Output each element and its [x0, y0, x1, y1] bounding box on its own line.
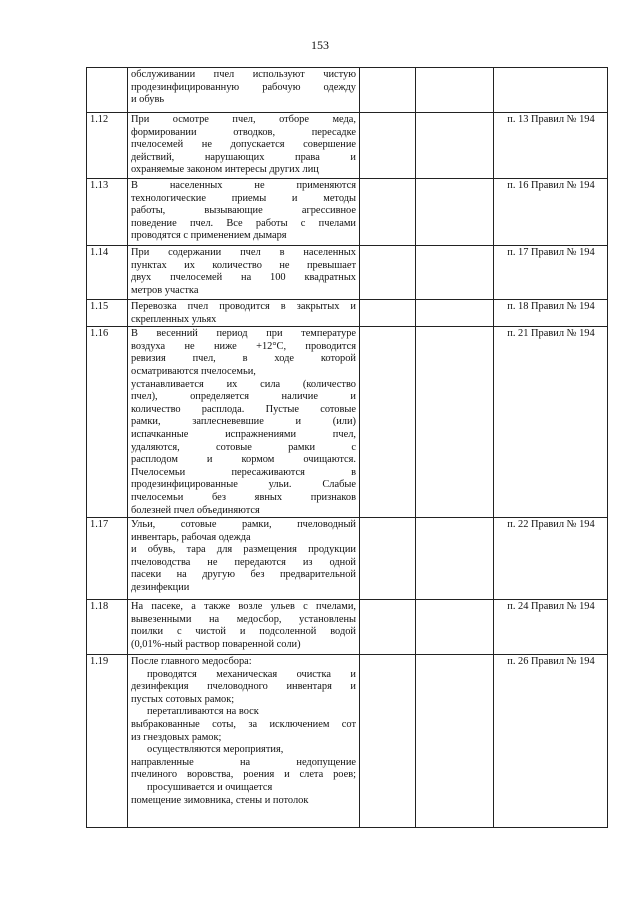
requirement-line: (0,01%-ный раствор поваренной соли) — [131, 638, 301, 650]
legal-reference: п. 13 Правил № 194 — [494, 113, 608, 179]
requirement-text — [128, 327, 360, 518]
requirement-line: пасеки на другую без предварительной — [131, 569, 356, 581]
legal-reference: п. 16 Правил № 194 — [494, 179, 608, 246]
requirement-line: Ульи, сотовые рамки, пчеловодный — [131, 519, 356, 531]
requirement-line: формировании отводков, пересадке — [131, 126, 356, 138]
empty-cell — [360, 518, 416, 600]
table-row — [87, 327, 608, 518]
requirement-line: После главного медосбора: — [131, 656, 252, 668]
table-row — [87, 600, 608, 655]
table-row — [87, 246, 608, 300]
requirement-text — [128, 179, 360, 246]
table-row — [87, 179, 608, 246]
table-row — [87, 655, 608, 828]
requirements-table — [86, 67, 608, 828]
empty-cell — [416, 113, 494, 179]
requirement-line: действий, нарушающих права и — [131, 151, 356, 163]
requirement-text — [128, 113, 360, 179]
empty-cell — [360, 600, 416, 655]
requirement-text — [128, 300, 360, 327]
item-number: 1.16 — [87, 327, 128, 518]
empty-cell — [360, 68, 416, 113]
empty-cell — [360, 246, 416, 300]
requirement-line: скрепленных ульях — [131, 313, 217, 325]
requirement-line: испачканные испражнениями пчел, — [131, 428, 356, 440]
requirement-line: пустых сотовых рамок; — [131, 693, 235, 705]
requirement-line: проводятся механическая очистка и — [147, 668, 356, 680]
requirement-line: болезней пчел объединяются — [131, 504, 260, 516]
requirement-line: просушивается и очищается — [147, 782, 273, 794]
empty-cell — [416, 518, 494, 600]
empty-cell — [360, 113, 416, 179]
requirement-line: перетапливаются на воск — [147, 706, 259, 718]
requirement-line: осуществляются мероприятия, — [147, 744, 284, 756]
table-row — [87, 300, 608, 327]
empty-cell — [416, 300, 494, 327]
item-number: 1.12 — [87, 113, 128, 179]
legal-reference: п. 17 Правил № 194 — [494, 246, 608, 300]
legal-reference: п. 18 Правил № 194 — [494, 300, 608, 327]
empty-cell — [360, 655, 416, 828]
legal-reference: п. 26 Правил № 194 — [494, 655, 608, 828]
item-number: 1.15 — [87, 300, 128, 327]
requirement-line: продезинфицированную рабочую одежду — [131, 81, 356, 93]
empty-cell — [360, 327, 416, 518]
table-row — [87, 113, 608, 179]
empty-cell — [360, 300, 416, 327]
item-number: 1.13 — [87, 179, 128, 246]
requirement-line: При содержании пчел в населенных — [131, 247, 356, 258]
table-row — [87, 68, 608, 113]
requirement-line: продезинфицированные ульи. Слабые — [131, 479, 356, 491]
requirement-line: ревизия пчел, в ходе которой — [131, 353, 356, 365]
legal-reference: п. 22 Правил № 194 — [494, 518, 608, 600]
requirement-line: пчел), определяется наличие и — [131, 391, 356, 403]
empty-cell — [416, 327, 494, 518]
page-number: 153 — [311, 38, 329, 52]
requirement-line: охраняемые законом интересы других лиц — [131, 164, 319, 176]
requirement-line: двух пчелосемей на 100 квадратных — [131, 272, 356, 284]
requirement-line: осматриваются пчелосемьи, — [131, 365, 256, 377]
empty-cell — [416, 179, 494, 246]
requirement-line: рамки, заплесневевшие и (или) — [131, 416, 356, 428]
requirement-text — [128, 600, 360, 655]
legal-reference: п. 24 Правил № 194 — [494, 600, 608, 655]
requirement-line: вывезенными на медосбор, установлены — [131, 613, 356, 625]
requirement-line: работы, вызывающие агрессивное — [131, 205, 356, 217]
requirement-line: Перевозка пчел проводится в закрытых и — [131, 301, 356, 312]
requirement-text — [128, 518, 360, 600]
legal-reference — [494, 68, 608, 113]
requirement-line: и обувь — [131, 94, 165, 106]
requirement-line: удаляются, сотовые рамки с — [131, 441, 356, 453]
requirement-line: дезинфекция пчеловодного инвентаря и — [131, 681, 356, 693]
table-row — [87, 518, 608, 600]
requirement-line: устанавливается их сила (количество — [131, 378, 356, 390]
requirement-line: пунктах их количество не превышает — [131, 259, 356, 271]
empty-cell — [416, 246, 494, 300]
requirement-line: метров участка — [131, 284, 199, 296]
requirement-line: В весенний период при температуре — [131, 328, 356, 340]
requirement-text — [128, 246, 360, 300]
requirement-line: технологические приемы и методы — [131, 192, 356, 204]
requirement-line: пчеловодства не передаются из одной — [131, 556, 356, 568]
empty-cell — [416, 600, 494, 655]
requirement-line: количество расплода. Пустые сотовые — [131, 403, 356, 415]
item-number: 1.14 — [87, 246, 128, 300]
requirement-text — [128, 655, 360, 828]
legal-reference: п. 21 Правил № 194 — [494, 327, 608, 518]
requirement-line: из гнездовых рамок; — [131, 731, 222, 743]
requirement-line: При осмотре пчел, отборе меда, — [131, 114, 356, 125]
requirement-line: дезинфекции — [131, 582, 190, 594]
requirement-line: пчелосемьи без явных признаков — [131, 491, 356, 503]
requirement-line: поведение пчел. Все работы с пчелами — [131, 217, 356, 229]
requirement-line: выбракованные соты, за исключением сот — [131, 719, 356, 731]
requirement-line: направленные на недопущение — [131, 756, 356, 768]
empty-cell — [416, 655, 494, 828]
requirement-line: воздуха не ниже +12°С, проводится — [131, 340, 356, 352]
item-number: 1.19 — [87, 655, 128, 828]
requirement-line: проводятся с применением дымаря — [131, 230, 287, 242]
empty-cell — [416, 68, 494, 113]
requirement-line: расплодом и кормом очищаются. — [131, 454, 356, 466]
requirement-text — [128, 68, 360, 113]
requirement-line: пчелосемей не допускается совершение — [131, 139, 356, 151]
item-number — [87, 68, 128, 113]
requirement-line: В населенных не применяются — [131, 180, 356, 191]
requirement-line: обслуживании пчел используют чистую — [131, 69, 356, 80]
requirement-line: инвентарь, рабочая одежда — [131, 531, 251, 543]
requirement-line: На пасеке, а также возле ульев с пчелами, — [131, 601, 356, 613]
item-number: 1.18 — [87, 600, 128, 655]
requirement-line: и обувь, тара для размещения продукции — [131, 544, 356, 556]
empty-cell — [360, 179, 416, 246]
requirement-line: поилки с чистой и подсоленной водой — [131, 626, 356, 638]
requirement-line: пчелиного воровства, роения и слета роев; — [131, 769, 356, 781]
item-number: 1.17 — [87, 518, 128, 600]
requirement-line: Пчелосемьи пересаживаются в — [131, 466, 356, 478]
requirement-line: помещение зимовника, стены и потолок — [131, 794, 309, 806]
